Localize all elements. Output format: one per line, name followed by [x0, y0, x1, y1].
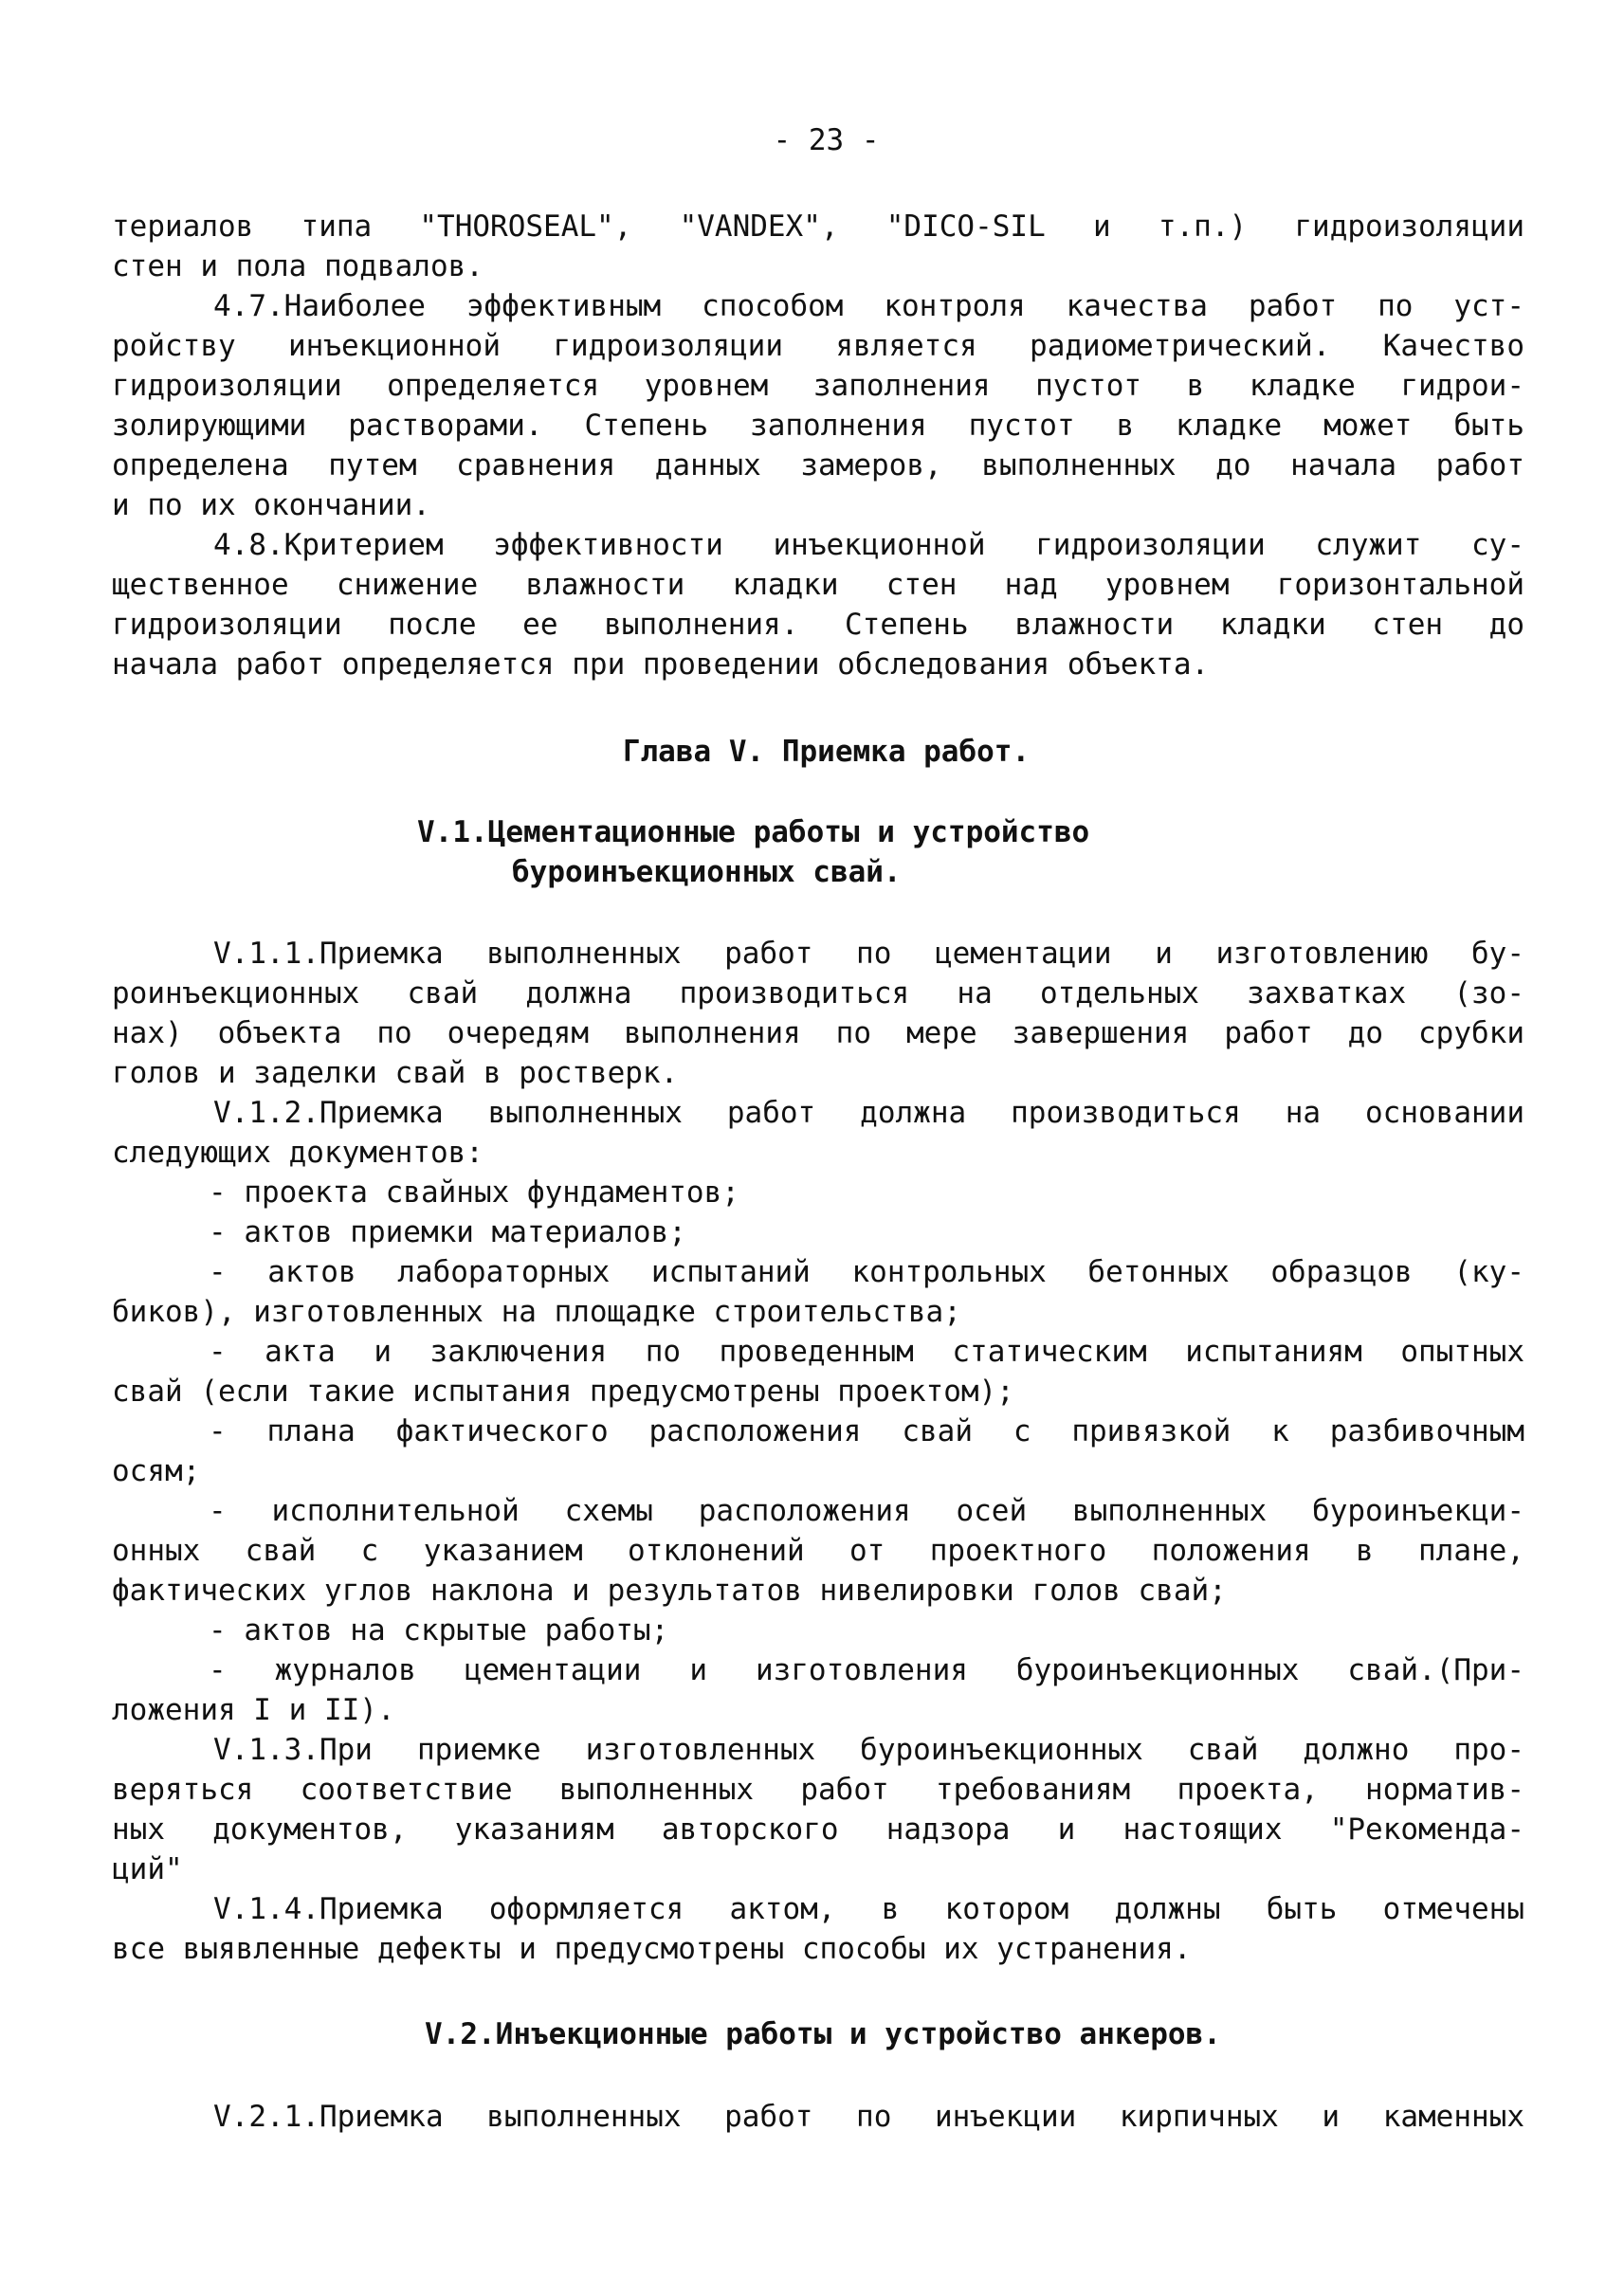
list-item-continuation: онных свай с указанием отклонений от проектного положения в плане,: [112, 1534, 1524, 1568]
text-line: начала работ определяется при проведении обследования объекта.: [112, 647, 1210, 682]
list-item: - плана фактического расположения свай с привязкой к разбивочным: [209, 1414, 1524, 1448]
text-line: гидроизоляции после ее выполнения. Степень влажности кладки стен до: [112, 608, 1524, 642]
list-item: - актов лабораторных испытаний контрольных бетонных образцов (ку-: [209, 1255, 1524, 1289]
text-line: V.1.4.Приемка оформляется актом, в котором должны быть отмечены: [213, 1892, 1524, 1926]
text-line: и по их окончании.: [112, 488, 430, 522]
text-line: щественное снижение влажности кладки стен над уровнем горизонтальной: [112, 568, 1524, 602]
list-item: - журналов цементации и изготовления буроинъекционных свай.(При-: [209, 1653, 1524, 1687]
text-line: стен и пола подвалов.: [112, 249, 484, 283]
text-line: золирующими растворами. Степень заполнения пустот в кладке может быть: [112, 409, 1524, 443]
list-item-continuation: осям;: [112, 1454, 201, 1488]
text-line: веряться соответствие выполненных работ требованиям проекта, норматив-: [112, 1773, 1524, 1807]
text-line: определена путем сравнения данных замеров, выполненных до начала работ: [112, 448, 1524, 483]
text-line: роинъекционных свай должна производиться на отдельных захватках (зо-: [112, 976, 1524, 1011]
list-item: - актов приемки материалов;: [209, 1215, 686, 1249]
section-title-line: V.1.Цементационные работы и устройство: [417, 815, 1090, 849]
list-item: - актов на скрытые работы;: [209, 1613, 669, 1648]
text-line: голов и заделки свай в ростверк.: [112, 1056, 679, 1090]
list-item-continuation: свай (если такие испытания предусмотрены проектом);: [112, 1375, 1014, 1409]
list-item: - исполнительной схемы расположения осей выполненных буроинъекци-: [209, 1494, 1524, 1528]
text-line: нах) объекта по очередям выполнения по мере завершения работ до срубки: [112, 1016, 1524, 1050]
text-line: V.1.2.Приемка выполненных работ должна производиться на основании: [213, 1096, 1524, 1130]
text-line: V.2.1.Приемка выполненных работ по инъекции кирпичных и каменных: [213, 2100, 1524, 2134]
text-line: гидроизоляции определяется уровнем заполнения пустот в кладке гидрои-: [112, 369, 1524, 403]
text-line: ций": [112, 1852, 183, 1886]
section-v2-heading: V.2.Инъекционные работы и устройство анкеров.: [425, 2017, 1221, 2051]
list-item-continuation: фактических углов наклона и результатов нивелировки голов свай;: [112, 1574, 1227, 1608]
list-item: - проекта свайных фундаментов;: [209, 1175, 739, 1210]
text-line: 4.8.Критерием эффективности инъекционной гидроизоляции служит су-: [213, 528, 1524, 562]
list-item-continuation: ложения I и II).: [112, 1693, 395, 1727]
text-line: V.1.1.Приемка выполненных работ по цементации и изготовлению бу-: [213, 937, 1524, 971]
list-item: - акта и заключения по проведенным статическим испытаниям опытных: [209, 1335, 1524, 1369]
text-line: ройству инъекционной гидроизоляции является радиометрический. Качество: [112, 329, 1524, 363]
page-number: - 23 -: [773, 123, 880, 157]
text-line: 4.7.Наиболее эффективным способом контроля качества работ по уст-: [213, 289, 1524, 323]
text-line: следующих документов:: [112, 1136, 484, 1170]
chapter-title: Глава V. Приемка работ.: [622, 735, 1031, 769]
text-line: V.1.3.При приемке изготовленных буроинъекционных свай должно про-: [213, 1733, 1524, 1767]
text-line: все выявленные дефекты и предусмотрены способы их устранения.: [112, 1932, 1192, 1966]
list-item-continuation: биков), изготовленных на площадке строительства;: [112, 1295, 961, 1329]
text-line: ных документов, указаниям авторского надзора и настоящих "Рекоменда-: [112, 1812, 1524, 1847]
section-title-line: буроинъекционных свай.: [512, 855, 902, 889]
text-line: териалов типа "THOROSEAL", "VANDEX", "DICO-SIL и т.п.) гидроизоляции: [112, 209, 1524, 244]
